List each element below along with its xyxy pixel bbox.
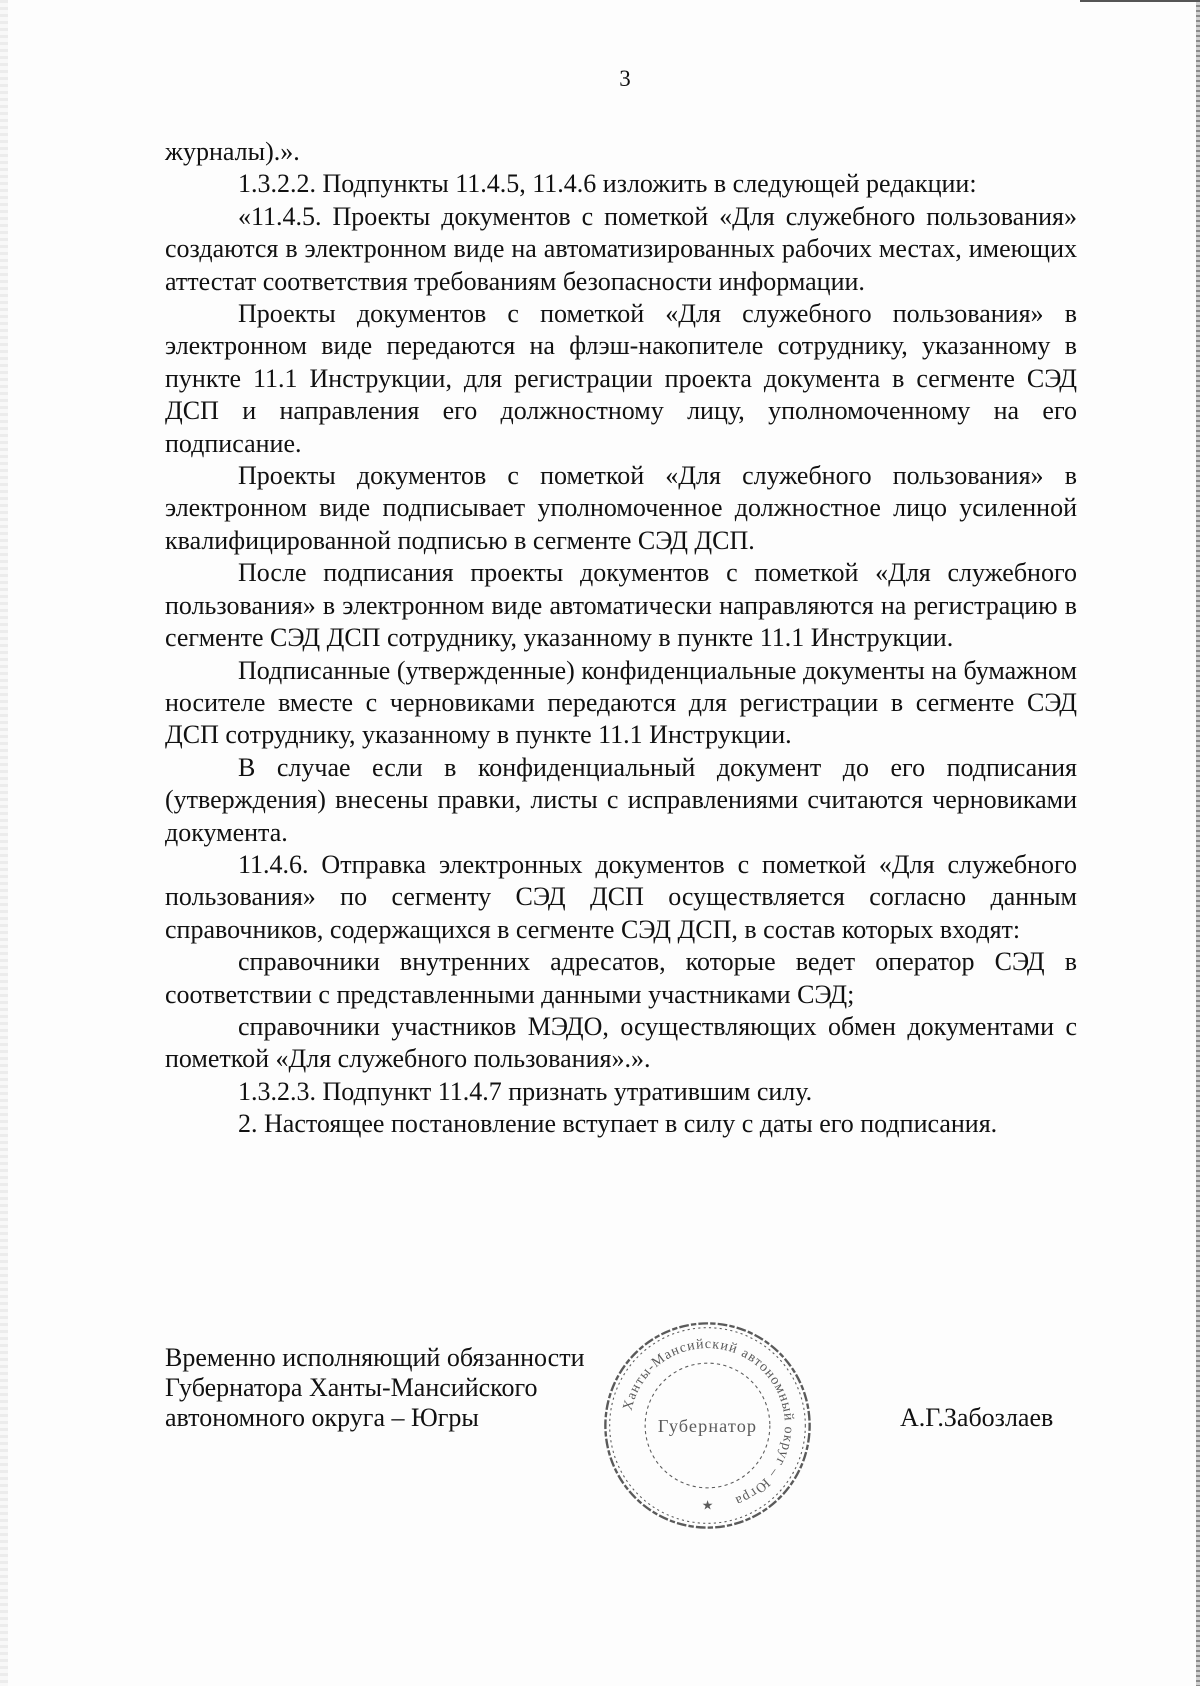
paragraph: «11.4.5. Проекты документов с пометкой «Для служебного пользования» создаются в электронном виде на автоматизированных рабочих местах, имеющих аттестат соответствия требованиям безопасности информации. bbox=[165, 201, 1077, 296]
paragraph: 11.4.6. Отправка электронных документов с пометкой «Для служебного пользования» по сегменту СЭД ДСП осуществляется согласно данным справочников, содержащихся в сегменте СЭД ДСП, в состав которых входят: bbox=[165, 849, 1077, 944]
official-seal-stamp bbox=[600, 1318, 815, 1533]
signatory-name: А.Г.Забозлаев bbox=[900, 1403, 1054, 1432]
scan-right-edge bbox=[1196, 0, 1200, 1686]
seal-star-icon: ★ bbox=[701, 1498, 714, 1513]
scan-left-edge bbox=[0, 0, 8, 1686]
seal-center-text: Губернатор bbox=[657, 1415, 758, 1436]
scan-top-edge bbox=[1080, 0, 1200, 2]
paragraph: После подписания проекты документов с пометкой «Для служебного пользования» в электронном виде автоматически направляются на регистрацию в сегменте СЭД ДСП сотруднику, указанному в пункте 11.1 Инструкции. bbox=[165, 558, 1077, 653]
signatory-position-line: автономного округа – Югры bbox=[165, 1403, 479, 1432]
paragraph: Подписанные (утвержденные) конфиденциальные документы на бумажном носителе вместе с черновиками передаются для регистрации в сегменте СЭД ДСП сотруднику, указанному в пункте 11.1 Инструкции. bbox=[165, 655, 1077, 750]
signatory-position-line: Временно исполняющий обязанности bbox=[165, 1343, 585, 1372]
paragraph: Проекты документов с пометкой «Для служебного пользования» в электронном виде передаются на флэш-накопителе сотруднику, указанному в пункте 11.1 Инструкции, для регистрации проекта документа в сегменте СЭД ДСП и направления его должностному лицу, уполномоченному на его подписание. bbox=[165, 299, 1077, 458]
seal-ring-text: Ханты-Мансийский автономный округ – Югра bbox=[620, 1337, 796, 1509]
signature-block bbox=[165, 1337, 1085, 1563]
paragraph: В случае если в конфиденциальный документ до его подписания (утверждения) внесены правки, листы с исправлениями считаются черновиками документа. bbox=[165, 752, 1077, 847]
paragraph: 2. Настоящее постановление вступает в силу с даты его подписания. bbox=[238, 1109, 998, 1139]
paragraph: 1.3.2.3. Подпункт 11.4.7 признать утратившим силу. bbox=[238, 1076, 813, 1106]
document-body bbox=[165, 136, 1077, 1141]
paragraph: справочники участников МЭДО, осуществляющих обмен документами с пометкой «Для служебного пользования».». bbox=[165, 1011, 1077, 1074]
paragraph: справочники внутренних адресатов, которые ведет оператор СЭД в соответствии с представленными данными участниками СЭД; bbox=[165, 947, 1077, 1009]
signatory-position bbox=[165, 1343, 585, 1433]
paragraph: Проекты документов с пометкой «Для служебного пользования» в электронном виде подписывает уполномоченное должностное лицо усиленной квалифицированной подписью в сегменте СЭД ДСП. bbox=[165, 461, 1077, 555]
page-number: 3 bbox=[619, 66, 631, 91]
signatory-position-line: Губернатора Ханты-Мансийского bbox=[165, 1373, 538, 1402]
paragraph: 1.3.2.2. Подпункты 11.4.5, 11.4.6 изложить в следующей редакции: bbox=[238, 169, 977, 199]
paragraph: журналы).». bbox=[165, 137, 300, 166]
